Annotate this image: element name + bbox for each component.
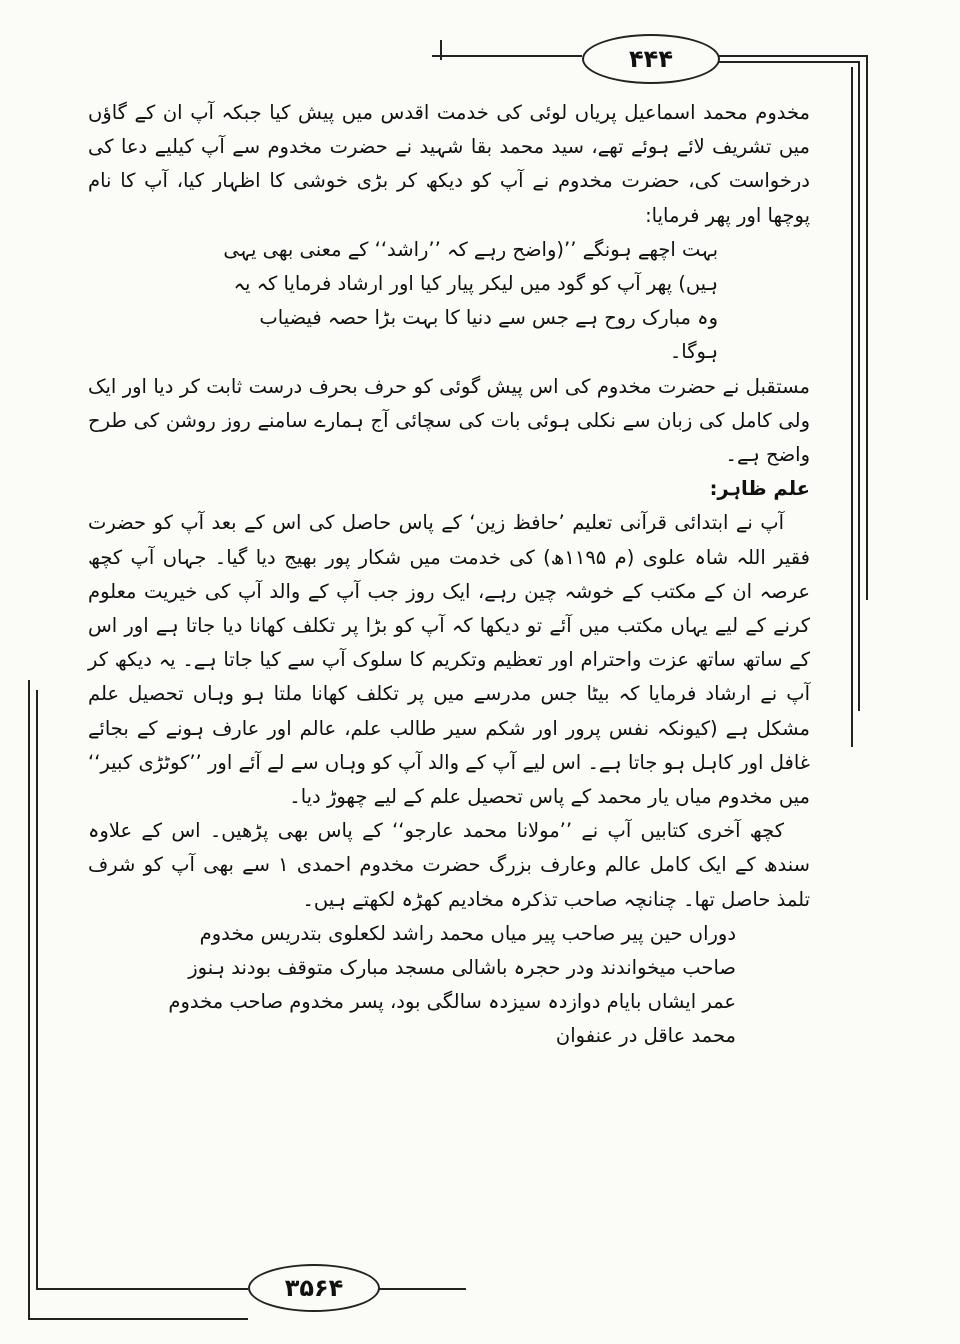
- frame-bottom-line-inner: [36, 1288, 248, 1290]
- page-body: [88, 96, 810, 1054]
- frame-bottom-line-right: [376, 1288, 466, 1290]
- section-heading: علم ظاہر:: [709, 477, 810, 501]
- frame-right-outer: [866, 55, 868, 600]
- bottom-page-number: ۳۵۶۴: [248, 1264, 380, 1312]
- frame-right-inner: [858, 61, 860, 711]
- verse-block: بہت اچھے ہونگے ’’(واضح رہے کہ ’’راشد‘‘ کے معنی بھی یہی ہیں) پھر آپ کو گود میں لیکر پیار کیا اور ارشاد فرمایا کہ یہ وہ مبارک روح ہے جس سے دنیا کا بہت بڑا حصہ فیضیاب ہوگا۔: [223, 237, 718, 364]
- frame-side-bar-left: [440, 40, 442, 60]
- frame-left-outer: [28, 680, 30, 1320]
- frame-top-line-right: [716, 55, 868, 57]
- frame-bottom-line: [28, 1318, 248, 1320]
- frame-left-inner: [36, 690, 38, 1290]
- frame-top-line-inner: [716, 61, 860, 63]
- paragraph-2: مستقبل نے حضرت مخدوم کی اس پیش گوئی کو حرف بحرف درست ثابت کر دیا اور ایک ولی کامل کی زبان سے نکلی ہوئی بات کی سچائی آج ہمارے سامنے روز روشن کی طرح واضح ہے۔: [88, 374, 810, 467]
- paragraph-1: مخدوم محمد اسماعیل پریاں لوئی کی خدمت اقدس میں پیش کیا جبکہ آپ ان کے گاؤں میں تشریف لائے ہوئے تھے، سید محمد بقا شہید نے حضرت مخدوم سے آپ کیلیے دعا کی درخواست کی، حضرت مخدوم نے آپ کو دیکھ کر بڑی خوشی کا اظہار کیا، آپ کا نام پوچھا اور پھر فرمایا:: [88, 101, 810, 227]
- quote-block: دوراں حین پیر صاحب پیر میاں محمد راشد لکعلوی بتدریس مخدوم صاحب میخواندند ودر حجرہ باشالی مسجد مبارک متوقف بودند ہنوز عمر ایشاں بایام دوازدہ سیزدہ سالگی بود، پسر مخدوم صاحب مخدوم محمد عاقل در عنفوان: [168, 921, 736, 1048]
- frame-right-inner2: [851, 67, 853, 747]
- paragraph-3: آپ نے ابتدائی قرآنی تعلیم ’حافظ زین‘ کے پاس حاصل کی اس کے بعد آپ کو حضرت فقیر اللہ شاہ علوی (م ۱۱۹۵ھ) کی خدمت میں شکار پور بھیج دیا گیا۔ جہاں آپ کچھ عرصہ ان کے مکتب کے خوشہ چین رہے، ایک روز جب آپ کے والد آپ کی خیریت معلوم کرنے کے لیے یہاں مکتب میں آئے تو دیکھا کہ آپ کو بڑا پر تکلف کھانا دیا جاتا ہے اور اس کے ساتھ ساتھ عزت واحترام اور تعظیم وتکریم کا سلوک آپ سے کیا جاتا ہے۔ یہ دیکھ کر آپ نے ارشاد فرمایا کہ بیٹا جس مدرسے میں پر تکلف کھانا ملتا ہو وہاں تحصیل علم مشکل ہے (کیونکہ نفس پرور اور شکم سیر طالب علم، عالم اور عارف ہونے کے بجائے غافل اور کاہل ہو جاتا ہے۔ اس لیے آپ کے والد آپ کو وہاں سے لے آئے اور ’’کوٹڑی کبیر‘‘ میں مخدوم میاں یار محمد کے پاس تحصیل علم کے لیے چھوڑ دیا۔: [88, 511, 810, 809]
- frame-top-line: [432, 55, 582, 57]
- paragraph-4: کچھ آخری کتابیں آپ نے ’’مولانا محمد عارجو‘‘ کے پاس بھی پڑھیں۔ اس کے علاوہ سندھ کے ایک کامل عالم وعارف بزرگ حضرت مخدوم احمدی ۱ سے بھی آپ کو شرف تلمذ حاصل تھا۔ چنانچہ صاحب تذکرہ مخادیم کھڑہ لکھتے ہیں۔: [88, 819, 811, 911]
- top-page-number: ۴۴۴: [582, 34, 720, 84]
